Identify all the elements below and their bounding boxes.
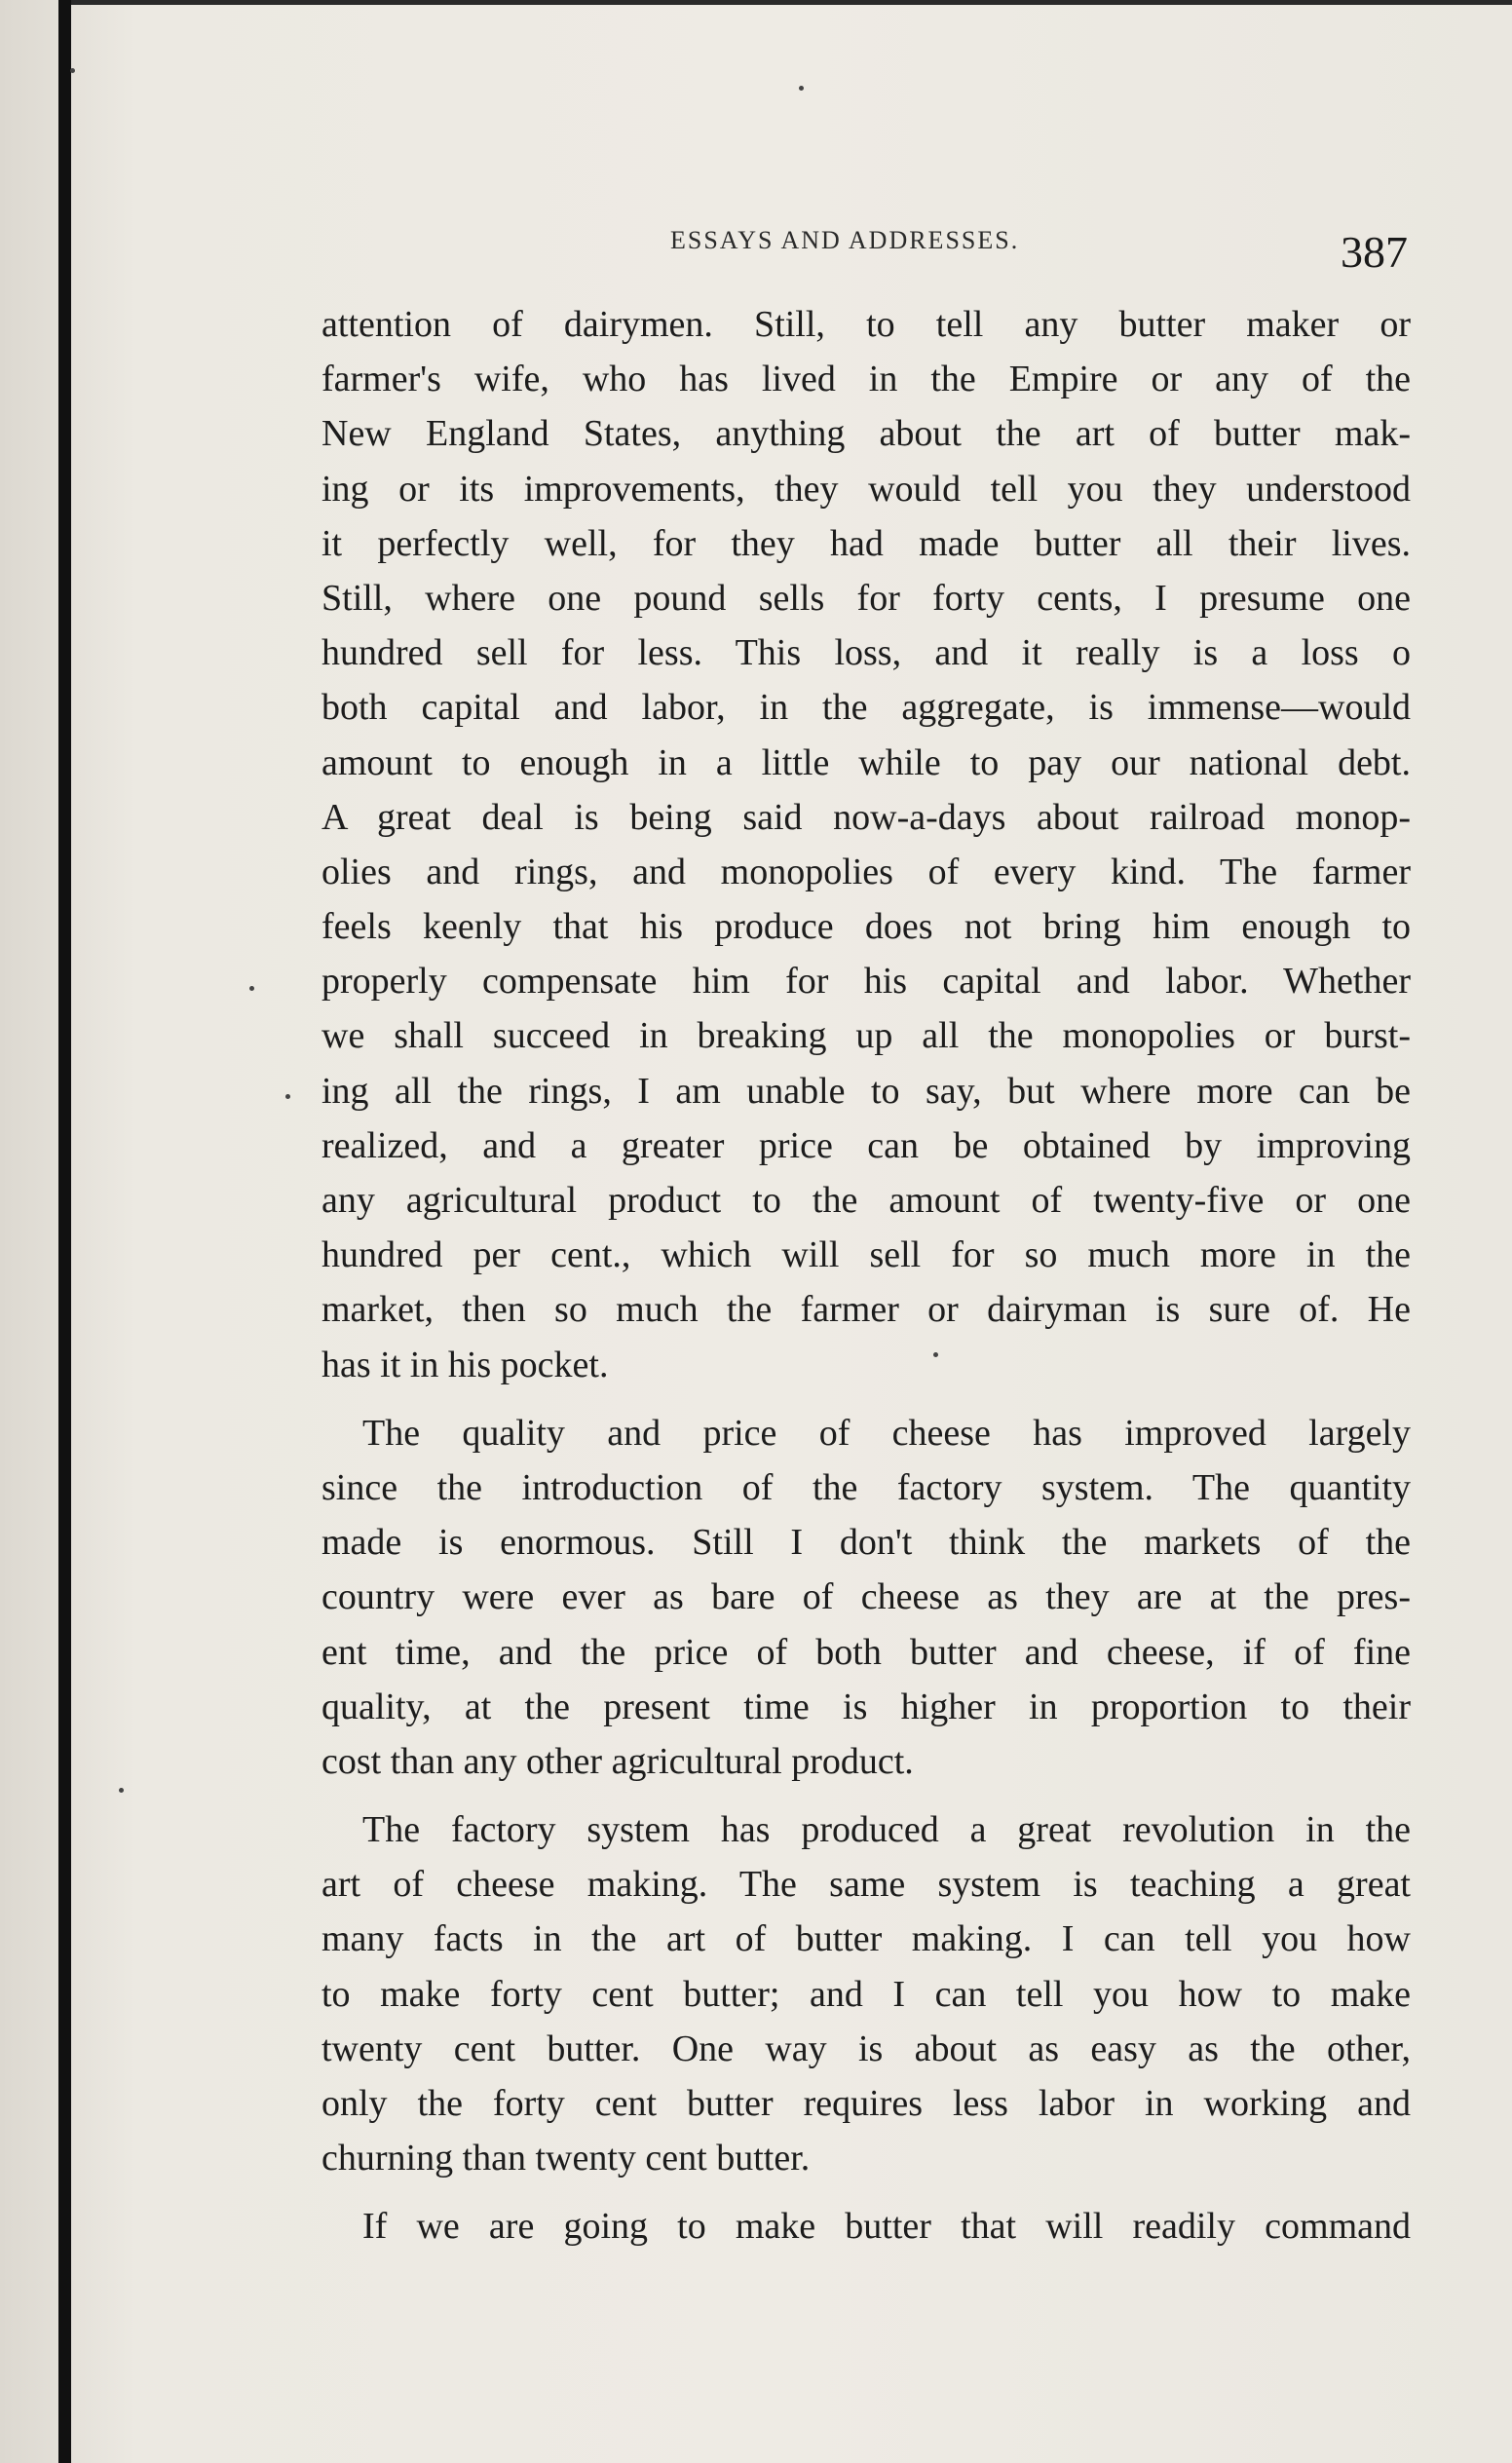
text-line: art of cheese making. The same system is teaching a great (321, 1864, 1411, 1906)
text-line: market, then so much the farmer or dairyman is sure of. He (321, 1289, 1411, 1331)
text-line: cost than any other agricultural product. (321, 1740, 914, 1782)
top-edge-shadow (58, 0, 1512, 5)
text-line: realized, and a greater price can be obtained by improving (321, 1124, 1411, 1166)
paragraph (321, 297, 1411, 1392)
text-line: we shall succeed in breaking up all the monopolies or burst- (321, 1015, 1411, 1057)
text-line: any agricultural product to the amount of twenty-five or one (321, 1180, 1411, 1221)
scan-speck (70, 68, 75, 73)
scan-speck (119, 1788, 124, 1793)
text-line: farmer's wife, who has lived in the Empire or any of the (321, 359, 1411, 400)
text-line: country were ever as bare of cheese as they are at the pres- (321, 1576, 1411, 1618)
text-line: If we are going to make butter that will readily command (362, 2206, 1411, 2248)
body-text (321, 297, 1411, 2255)
text-line: The factory system has produced a great revolution in the (362, 1809, 1411, 1851)
text-line: attention of dairymen. Still, to tell any butter maker or (321, 304, 1411, 345)
text-line: it perfectly well, for they had made butter all their lives. (321, 522, 1411, 564)
paragraph-gap (321, 1789, 1411, 1802)
text-line: A great deal is being said now-a-days about railroad monop- (321, 796, 1411, 838)
text-line: quality, at the present time is higher in proportion to their (321, 1686, 1411, 1727)
text-line: properly compensate him for his capital and labor. Whether (321, 961, 1411, 1003)
text-line: olies and rings, and monopolies of every kind. The farmer (321, 851, 1411, 892)
text-line: both capital and labor, in the aggregate, is immense—would (321, 687, 1411, 729)
paragraph-gap (321, 2185, 1411, 2199)
text-line: ing all the rings, I am unable to say, but where more can be (321, 1070, 1411, 1112)
paragraph (321, 2199, 1411, 2254)
text-line: since the introduction of the factory system. The quantity (321, 1466, 1411, 1508)
scan-speck (249, 986, 254, 991)
text-line: only the forty cent butter requires less labor in working and (321, 2083, 1411, 2124)
text-line: The quality and price of cheese has improved largely (362, 1412, 1411, 1454)
paragraph-gap (321, 1392, 1411, 1406)
text-line: has it in his pocket. (321, 1344, 609, 1385)
text-line: hundred per cent., which will sell for so much more in the (321, 1234, 1411, 1276)
text-line: feels keenly that his produce does not bring him enough to (321, 906, 1411, 948)
text-line: churning than twenty cent butter. (321, 2138, 811, 2179)
text-line: many facts in the art of butter making. I can tell you how (321, 1918, 1411, 1960)
paragraph (321, 1802, 1411, 2185)
text-line: New England States, anything about the art of butter mak- (321, 413, 1411, 455)
text-line: amount to enough in a little while to pay our national debt. (321, 741, 1411, 783)
text-line: ent time, and the price of both butter and cheese, if of fine (321, 1631, 1411, 1673)
scan-speck (799, 86, 804, 91)
page-number: 387 (1341, 227, 1408, 277)
text-line: ing or its improvements, they would tell you they understood (321, 468, 1411, 510)
book-spine-edge (58, 0, 71, 2463)
text-line: to make forty cent butter; and I can tell you how to make (321, 1973, 1411, 2015)
text-line: Still, where one pound sells for forty cents, I presume one (321, 577, 1411, 619)
scan-speck (285, 1094, 290, 1099)
text-line: made is enormous. Still I don't think the markets of the (321, 1522, 1411, 1564)
paragraph (321, 1406, 1411, 1789)
text-line: hundred sell for less. This loss, and it really is a loss o (321, 632, 1411, 674)
text-line: twenty cent butter. One way is about as easy as the other, (321, 2027, 1411, 2069)
running-head: ESSAYS AND ADDRESSES. (670, 226, 1020, 254)
